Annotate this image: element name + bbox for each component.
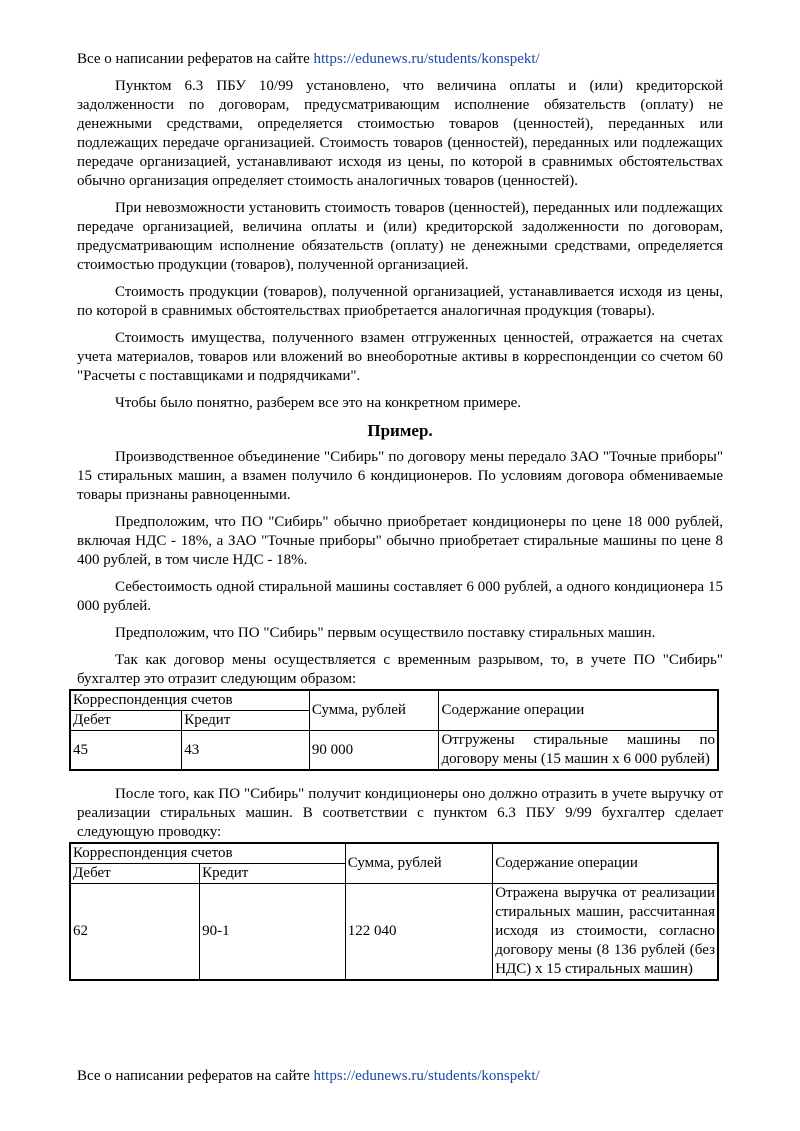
table-row bbox=[70, 884, 718, 981]
debit-cell: 45 bbox=[70, 731, 182, 771]
header-text: Все о написании рефератов на сайте bbox=[77, 51, 314, 67]
credit-cell: 43 bbox=[182, 731, 310, 771]
sum-cell: 122 040 bbox=[345, 884, 493, 981]
footer-link[interactable]: https://edunews.ru/students/konspekt/ bbox=[313, 1068, 540, 1084]
paragraph: При невозможности установить стоимость товаров (ценностей), переданных или подлежащих передаче организацией, величина оплаты и (или) кредиторской задолженности по договорам, предусматривающим исполнение обязательств (оплату) не денежными средствами, определяется стоимостью продукции (товаров), полученной организацией. bbox=[77, 200, 723, 273]
debit-header: Дебет bbox=[70, 864, 200, 884]
content-cell: Отгружены стиральные машины по договору мены (15 машин х 6 000 рублей) bbox=[439, 731, 718, 771]
document-body bbox=[73, 77, 723, 981]
sum-header: Сумма, рублей bbox=[309, 690, 439, 731]
sum-cell: 90 000 bbox=[309, 731, 439, 771]
sum-header: Сумма, рублей bbox=[345, 843, 493, 884]
posting-table-2 bbox=[69, 842, 719, 981]
content-header: Содержание операции bbox=[493, 843, 718, 884]
footer-text: Все о написании рефератов на сайте bbox=[77, 1068, 314, 1084]
posting-table-1 bbox=[69, 689, 719, 771]
paragraph: Стоимость продукции (товаров), полученной организацией, устанавливается исходя из цены, по которой в сравнимых обстоятельствах приобретается аналогичная продукция (товары). bbox=[77, 284, 723, 319]
header-link[interactable]: https://edunews.ru/students/konspekt/ bbox=[313, 51, 540, 67]
table-row bbox=[70, 731, 718, 771]
paragraph: Пунктом 6.3 ПБУ 10/99 установлено, что величина оплаты и (или) кредиторской задолженности по договорам, предусматривающим исполнение обязательств (оплату) не денежными средствами, определяется стоимостью товаров (ценностей), переданных или подлежащих передаче организацией. Стоимость товаров (ценностей), переданных или подлежащих передаче организацией, устанавливают исходя из цены, по которой в сравнимых обстоятельствах обычно организация определяет стоимость аналогичных товаров (ценностей). bbox=[77, 78, 723, 189]
page-footer bbox=[77, 1067, 540, 1086]
content-cell: Отражена выручка от реализации стиральных машин, рассчитанная исходя из стоимости, согласно договору мены (8 136 рублей (без НДС) х 15 стиральных машин) bbox=[493, 884, 718, 981]
credit-header: Кредит bbox=[200, 864, 346, 884]
paragraph: Предположим, что ПО "Сибирь" обычно приобретает кондиционеры по цене 18 000 рублей, включая НДС - 18%, а ЗАО "Точные приборы" обычно приобретает стиральные машины по цене 8 400 рублей, в том числе НДС - 18%. bbox=[77, 514, 723, 568]
content-header: Содержание операции bbox=[439, 690, 718, 731]
debit-header: Дебет bbox=[70, 711, 182, 731]
example-title: Пример. bbox=[367, 421, 433, 440]
paragraph: Чтобы было понятно, разберем все это на конкретном примере. bbox=[115, 395, 521, 411]
paragraph: Так как договор мены осуществляется с временным разрывом, то, в учете ПО "Сибирь" бухгалтер это отразит следующим образом: bbox=[77, 652, 723, 687]
paragraph: После того, как ПО "Сибирь" получит кондиционеры оно должно отразить в учете выручку от реализации стиральных машин. В соответствии с пунктом 6.3 ПБУ 9/99 бухгалтер сделает следующую проводку: bbox=[77, 786, 723, 840]
corr-header: Корреспонденция счетов bbox=[70, 843, 345, 864]
page-header bbox=[77, 50, 540, 69]
paragraph: Себестоимость одной стиральной машины составляет 6 000 рублей, а одного кондиционера 15 000 рублей. bbox=[77, 579, 723, 614]
paragraph: Предположим, что ПО "Сибирь" первым осуществило поставку стиральных машин. bbox=[115, 625, 656, 641]
credit-header: Кредит bbox=[182, 711, 310, 731]
debit-cell: 62 bbox=[70, 884, 200, 981]
paragraph: Стоимость имущества, полученного взамен отгруженных ценностей, отражается на счетах учета материалов, товаров или вложений во внеоборотные активы в корреспонденции со счетом 60 "Расчеты с поставщиками и подрядчиками". bbox=[77, 330, 723, 384]
paragraph: Производственное объединение "Сибирь" по договору мены передало ЗАО "Точные приборы" 15 стиральных машин, а взамен получило 6 кондиционеров. По условиям договора обмениваемые товары признаны равноценными. bbox=[77, 449, 723, 503]
credit-cell: 90-1 bbox=[200, 884, 346, 981]
corr-header: Корреспонденция счетов bbox=[70, 690, 309, 711]
